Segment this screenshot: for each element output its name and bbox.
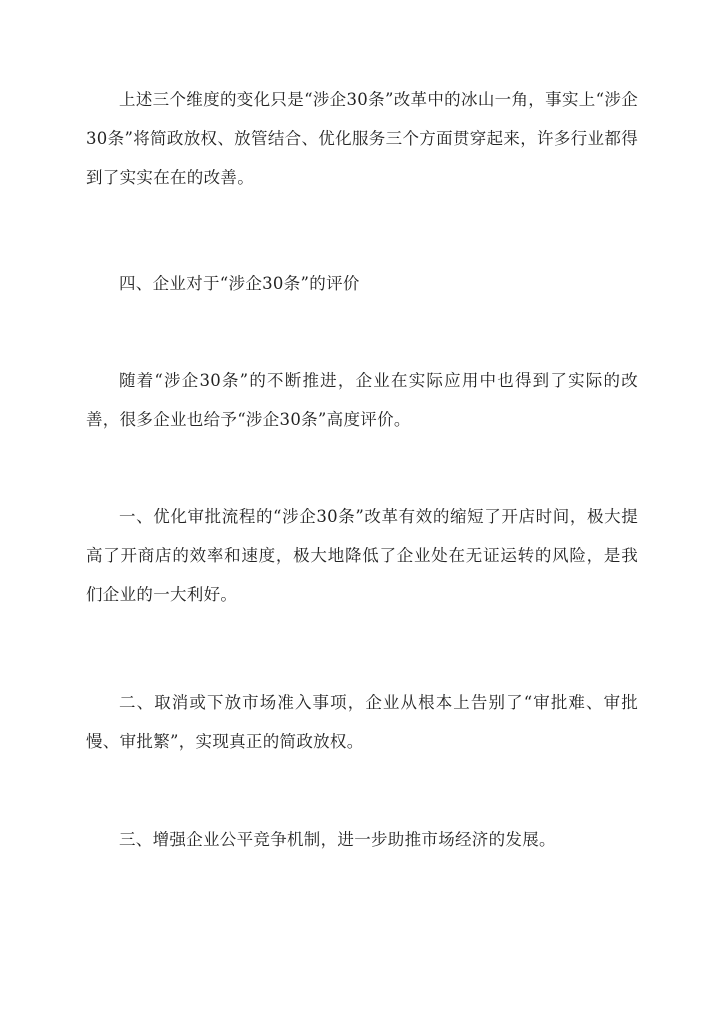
paragraph-point-three: 三、增强企业公平竞争机制，进一步助推市场经济的发展。 — [119, 830, 556, 849]
section-heading-evaluation: 四、企业对于“涉企30条”的评价 — [119, 274, 360, 293]
paragraph-intro: 上述三个维度的变化只是“涉企30条”改革中的冰山一角，事实上“涉企30条”将简政放权、放管结合、优化服务三个方面贯穿起来，许多行业都得到了实实在在的改善。 — [86, 90, 638, 187]
paragraph-evaluation-summary: 随着“涉企30条”的不断推进，企业在实际应用中也得到了实际的改善，很多企业也给予“涉企30条”高度评价。 — [86, 371, 638, 429]
paragraph-point-one: 一、优化审批流程的“涉企30条”改革有效的缩短了开店时间，极大提高了开商店的效率和速度，极大地降低了企业处在无证运转的风险，是我们企业的一大利好。 — [86, 507, 638, 604]
paragraph-point-two: 二、取消或下放市场准入事项，企业从根本上告别了“审批难、审批慢、审批繁”，实现真正的简政放权。 — [86, 693, 638, 751]
